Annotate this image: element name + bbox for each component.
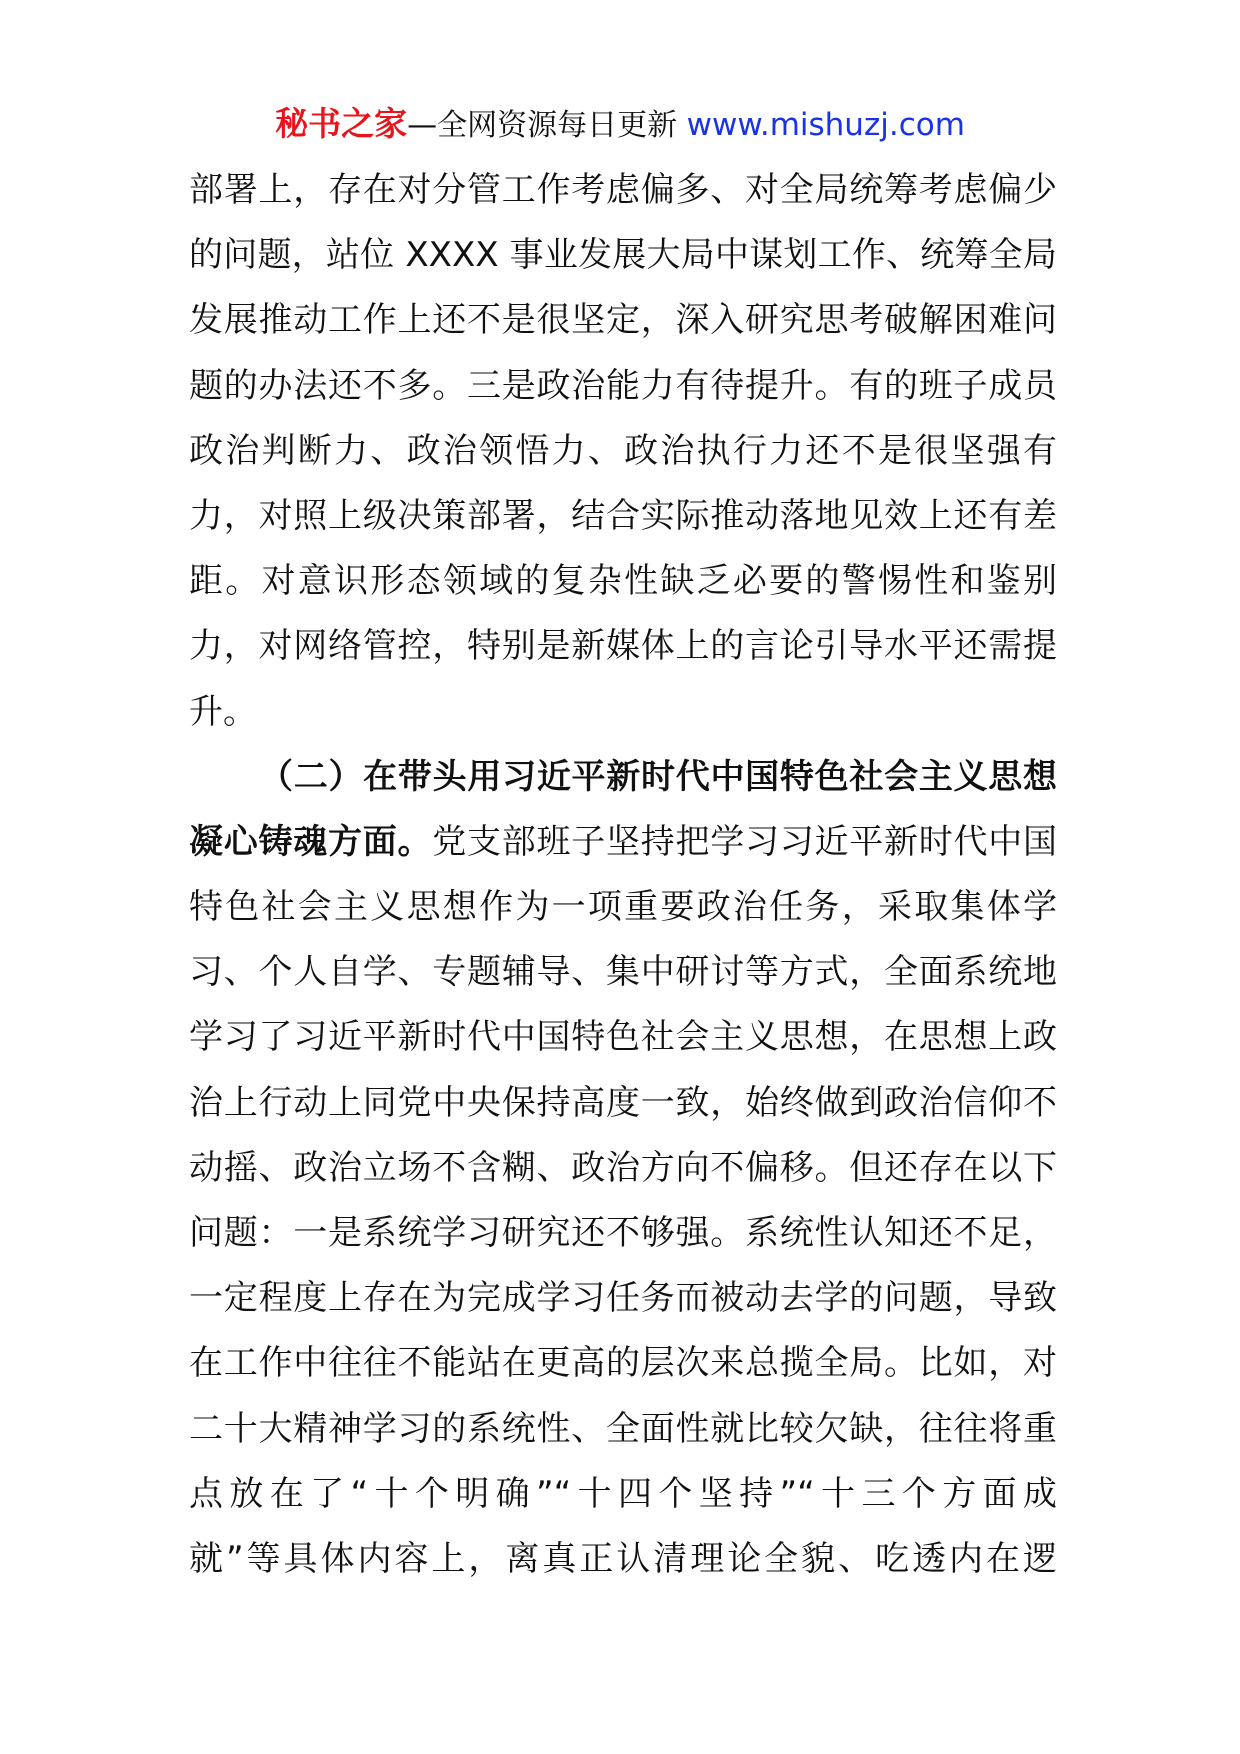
text-line: 部署上，存在对分管工作考虑偏多、对全局统筹考虑偏少 bbox=[189, 170, 1057, 210]
text-line: 发展推动工作上还不是很坚定，深入研究思考破解困难问 bbox=[189, 300, 1057, 341]
document-header bbox=[0, 100, 1240, 148]
text-line: 力，对照上级决策部署，结合实际推动落地见效上还有差 bbox=[189, 495, 1057, 536]
text-line: 习、个人自学、专题辅导、集中研讨等方式，全面系统地 bbox=[189, 952, 1057, 993]
text-line: 治上行动上同党中央保持高度一致，始终做到政治信仰不 bbox=[189, 1082, 1057, 1123]
text-line: 点放在了“十个明确”“十四个坚持”“十三个方面成 bbox=[189, 1473, 1057, 1514]
brand-name: 秘书之家 bbox=[275, 104, 408, 143]
text-line: 政治判断力、政治领悟力、政治执行力还不是很坚强有 bbox=[189, 430, 1057, 471]
header-url: www.mishuzj.com bbox=[686, 107, 965, 143]
text-line: 力，对网络管控，特别是新媒体上的言论引导水平还需提 bbox=[189, 626, 1057, 667]
text-line: 在工作中往往不能站在更高的层次来总揽全局。比如，对 bbox=[189, 1343, 1057, 1384]
text-line: 题的办法还不多。三是政治能力有待提升。有的班子成员 bbox=[189, 365, 1057, 406]
paragraph-1 bbox=[189, 158, 1057, 745]
document-body bbox=[189, 158, 1057, 1592]
section-heading: （二）在带头用习近平新时代中国特色社会主义思想 bbox=[259, 756, 1057, 797]
text-line: 一定程度上存在为完成学习任务而被动去学的问题，导致 bbox=[189, 1278, 1057, 1319]
text-line: 问题：一是系统学习研究还不够强。系统性认知还不足， bbox=[189, 1213, 1057, 1253]
text-line: 二十大精神学习的系统性、全面性就比较欠缺，往往将重 bbox=[189, 1408, 1057, 1449]
text-line: 升。 bbox=[189, 691, 257, 732]
text-line: 动摇、政治立场不含糊、政治方向不偏移。但还存在以下 bbox=[189, 1147, 1057, 1188]
text-line: 就”等具体内容上，离真正认清理论全貌、吃透内在逻 bbox=[189, 1538, 1057, 1579]
text-line: 距。对意识形态领域的复杂性缺乏必要的警惕性和鉴别 bbox=[189, 561, 1057, 602]
text-line: 的问题，站位 XXXX 事业发展大局中谋划工作、统筹全局 bbox=[189, 235, 1057, 276]
text-line: 特色社会主义思想作为一项重要政治任务，采取集体学 bbox=[189, 887, 1057, 928]
text-line bbox=[189, 810, 1057, 875]
paragraph-2 bbox=[189, 745, 1057, 1592]
header-tagline: —全网资源每日更新 bbox=[407, 108, 687, 143]
section-heading-tail: 凝心铸魂方面。 bbox=[189, 821, 433, 862]
text-line: 学习了习近平新时代中国特色社会主义思想，在思想上政 bbox=[189, 1017, 1057, 1058]
paragraph-lead-text: 党支部班子坚持把学习习近平新时代中国 bbox=[432, 821, 1057, 862]
